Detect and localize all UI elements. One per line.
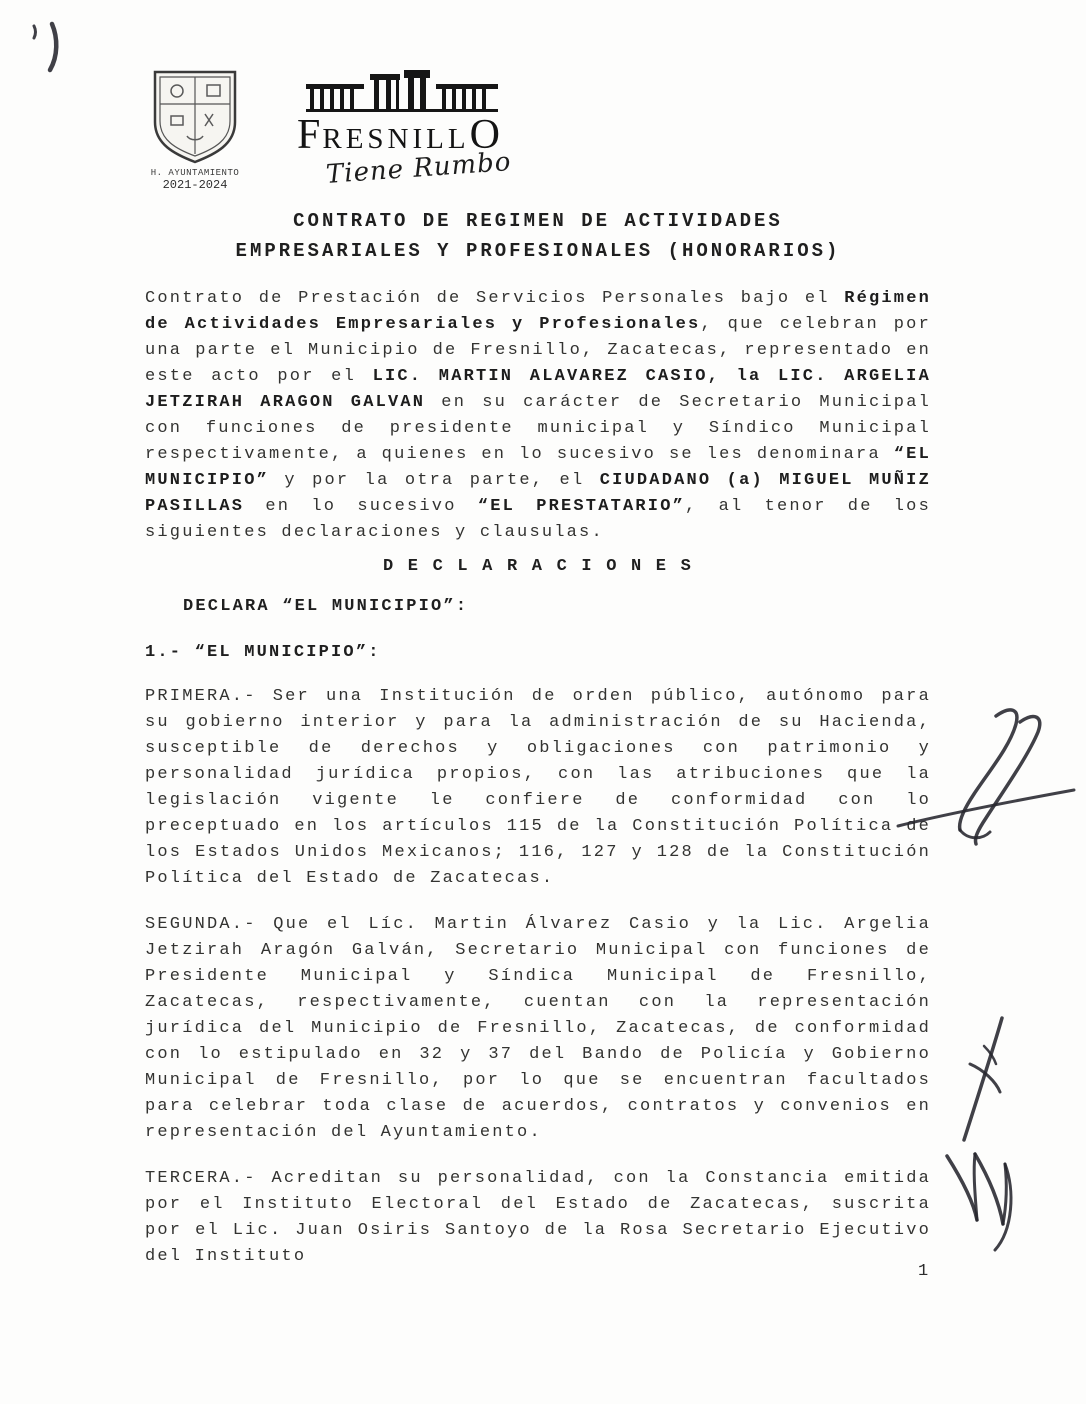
clause-tercera: TERCERA.- Acreditan su personalidad, con la Constancia emitida por el Instituto Electoral del Estado de Zacatecas, suscrita por el Lic. Juan Osiris Santoyo de la Rosa Secretario Ejecutivo del Instituto — [145, 1169, 931, 1266]
municipal-crest — [145, 66, 245, 192]
brand-tagline: Tiene Rumbo — [325, 147, 513, 190]
brand-letter-last: O — [469, 112, 502, 158]
crest-caption: H. AYUNTAMIENTO — [150, 168, 240, 178]
coat-of-arms-icon — [149, 66, 241, 166]
clause-segunda: SEGUNDA.- Que el Líc. Martin Álvarez Casio y la Lic. Argelia Jetzirah Aragón Galván, Secretario Municipal con funciones de Presidente Municipal y Síndica Municipal de Fresnillo, Zacatecas, respectivamente, cuentan con la representación jurídica del Municipio de Fresnillo, Zacatecas, de conformidad con lo estipulado en 32 y 37 del Bando de Policía y Gobierno Municipal de Fresnillo, por lo que se encuentran facultados para celebrar toda clase de acuerdos, contratos y convenios en representación del Ayuntamiento. — [145, 915, 931, 1142]
bridge-icon — [304, 70, 504, 112]
signature-flourish-3 — [933, 1138, 1033, 1263]
document-header — [145, 66, 931, 192]
document-title-line2: EMPRESARIALES Y PROFESIONALES (HONORARIOS) — [235, 240, 841, 262]
fresnillo-logo — [297, 70, 511, 190]
pen-tick-mark — [22, 16, 72, 76]
brand-letters-mid: RESNILL — [322, 123, 470, 155]
document-title — [145, 206, 931, 266]
numeral-municipio-line: 1.- “EL MUNICIPIO”: — [145, 643, 381, 662]
document-content — [145, 0, 931, 1270]
brand-letter-first: F — [297, 112, 323, 158]
intro-paragraph: Contrato de Prestación de Servicios Personales bajo el Régimen de Actividades Empresariales y Profesionales, que celebran por una parte el Municipio de Fresnillo, Zacatecas, representado en este acto por el LIC. MARTIN ALAVAREZ CASIO, la LIC. ARGELIA JETZIRAH ARAGON GALVAN en su carácter de Secretario Municipal con funciones de presidente municipal y Síndico Municipal respectivamente, a quienes en lo sucesivo se les denominara “EL MUNICIPIO” y por la otra parte, el CIUDADANO (a) MIGUEL MUÑIZ PASILLAS en lo sucesivo “EL PRESTATARIO”, al tenor de los siguientes declaraciones y clausulas. — [145, 289, 931, 542]
signature-flourish-2 — [940, 1012, 1030, 1147]
document-title-line1: CONTRATO DE REGIMEN DE ACTIVIDADES — [293, 210, 783, 232]
clause-primera: PRIMERA.- Ser una Institución de orden público, autónomo para su gobierno interior y para la administración de su Hacienda, susceptible de derechos y obligaciones con patrimonio y personalidad jurídica propios, con las atribuciones que la legislación vigente le confiere de conformidad con lo preceptuado en los artículos 115 de la Constitución Política de los Estados Unidos Mexicanos; 116, 127 y 128 de la Constitución Política del Estado de Zacatecas. — [145, 687, 931, 888]
declaraciones-heading: D E C L A R A C I O N E S — [382, 557, 694, 576]
crest-years: 2021-2024 — [162, 178, 228, 192]
declara-municipio-line: DECLARA “EL MUNICIPIO”: — [183, 597, 469, 616]
page-number: 1 — [918, 1262, 929, 1281]
